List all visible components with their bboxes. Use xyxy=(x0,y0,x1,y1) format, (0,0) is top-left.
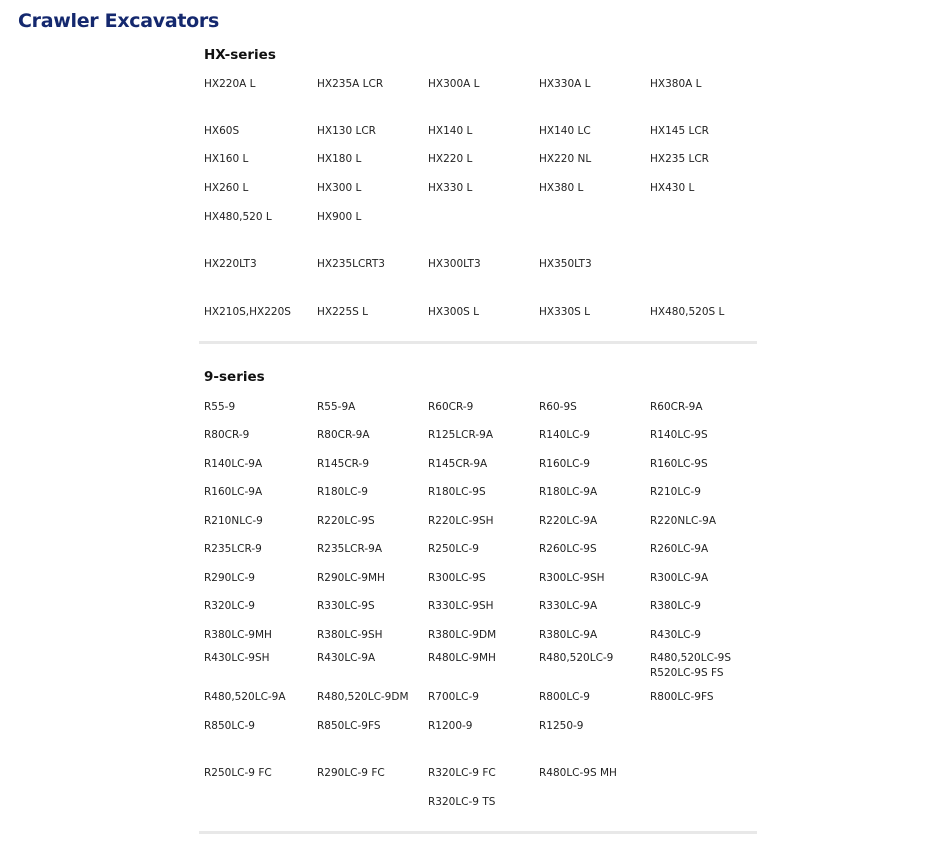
model-link[interactable]: R1200-9 xyxy=(428,720,473,732)
section-heading-hx-series: HX-series xyxy=(204,47,276,63)
model-link[interactable]: R800LC-9FS xyxy=(650,691,714,703)
model-link[interactable]: HX210S,HX220S xyxy=(204,306,291,318)
model-link[interactable]: R220NLC-9A xyxy=(650,515,717,527)
model-link[interactable]: HX220A L xyxy=(204,78,256,90)
model-link[interactable]: HX350LT3 xyxy=(539,258,592,270)
model-link[interactable]: HX900 L xyxy=(317,211,362,223)
model-link[interactable]: HX260 L xyxy=(204,182,249,194)
section-heading-9-series: 9-series xyxy=(204,369,265,385)
model-link[interactable]: HX430 L xyxy=(650,182,695,194)
model-link[interactable]: HX235A LCR xyxy=(317,78,384,90)
model-link[interactable]: R800LC-9 xyxy=(539,691,590,703)
model-link[interactable]: R250LC-9 xyxy=(428,543,479,555)
model-link[interactable]: R320LC-9 FC xyxy=(428,767,496,779)
model-link[interactable]: R235LCR-9 xyxy=(204,543,262,555)
model-link[interactable]: R250LC-9 FC xyxy=(204,767,272,779)
model-link[interactable]: R145CR-9 xyxy=(317,458,370,470)
model-link[interactable]: HX480,520S L xyxy=(650,306,725,318)
section-divider xyxy=(199,831,757,834)
model-link[interactable]: R330LC-9S xyxy=(317,600,375,612)
model-link[interactable]: R145CR-9A xyxy=(428,458,488,470)
model-link[interactable]: R380LC-9DM xyxy=(428,629,497,641)
model-link[interactable]: R60CR-9 xyxy=(428,401,474,413)
model-link[interactable]: R320LC-9 TS xyxy=(428,796,496,808)
model-link[interactable]: R220LC-9SH xyxy=(428,515,494,527)
model-link[interactable]: HX330A L xyxy=(539,78,591,90)
model-link[interactable]: R300LC-9S xyxy=(428,572,486,584)
model-link[interactable]: R300LC-9A xyxy=(650,572,709,584)
model-link[interactable]: HX300 L xyxy=(317,182,362,194)
model-link[interactable]: R430LC-9 xyxy=(650,629,701,641)
model-link[interactable]: R480LC-9MH xyxy=(428,652,496,664)
model-link[interactable]: HX300S L xyxy=(428,306,479,318)
model-link[interactable]: R80CR-9A xyxy=(317,429,370,441)
model-link[interactable]: R380LC-9SH xyxy=(317,629,383,641)
model-link[interactable]: R480,520LC-9 xyxy=(539,652,614,664)
model-link[interactable]: R480,520LC-9S xyxy=(650,652,732,664)
model-link[interactable]: HX300LT3 xyxy=(428,258,481,270)
model-link[interactable]: R330LC-9A xyxy=(539,600,598,612)
model-link[interactable]: R160LC-9 xyxy=(539,458,590,470)
model-link[interactable]: HX235LCRT3 xyxy=(317,258,385,270)
model-link[interactable]: R60-9S xyxy=(539,401,577,413)
model-link[interactable]: R290LC-9MH xyxy=(317,572,385,584)
model-link[interactable]: R55-9 xyxy=(204,401,236,413)
model-link[interactable]: HX235 LCR xyxy=(650,153,709,165)
model-link[interactable]: R140LC-9S xyxy=(650,429,708,441)
model-link[interactable]: R235LCR-9A xyxy=(317,543,383,555)
model-link[interactable]: R380LC-9 xyxy=(650,600,701,612)
model-link[interactable]: R220LC-9S xyxy=(317,515,375,527)
model-link[interactable]: R520LC-9S FS xyxy=(650,667,724,679)
model-link[interactable]: R210NLC-9 xyxy=(204,515,263,527)
model-link[interactable]: R180LC-9 xyxy=(317,486,368,498)
model-link[interactable]: R55-9A xyxy=(317,401,356,413)
model-link[interactable]: R160LC-9A xyxy=(204,486,263,498)
model-link[interactable]: R430LC-9SH xyxy=(204,652,270,664)
model-link[interactable]: R700LC-9 xyxy=(428,691,479,703)
model-link[interactable]: R140LC-9A xyxy=(204,458,263,470)
model-link[interactable]: HX180 L xyxy=(317,153,362,165)
model-link[interactable]: HX380 L xyxy=(539,182,584,194)
model-link[interactable]: HX330 L xyxy=(428,182,473,194)
model-link[interactable]: R180LC-9A xyxy=(539,486,598,498)
section-divider xyxy=(199,341,757,344)
model-link[interactable]: HX225S L xyxy=(317,306,368,318)
model-link[interactable]: R380LC-9A xyxy=(539,629,598,641)
model-link[interactable]: R850LC-9FS xyxy=(317,720,381,732)
model-link[interactable]: R300LC-9SH xyxy=(539,572,605,584)
model-link[interactable]: HX220 L xyxy=(428,153,473,165)
model-link[interactable]: HX140 LC xyxy=(539,125,591,137)
model-link[interactable]: HX480,520 L xyxy=(204,211,272,223)
model-link[interactable]: HX130 LCR xyxy=(317,125,376,137)
model-link[interactable]: R1250-9 xyxy=(539,720,584,732)
model-link[interactable]: R220LC-9A xyxy=(539,515,598,527)
model-link[interactable]: R480,520LC-9DM xyxy=(317,691,409,703)
model-link[interactable]: R160LC-9S xyxy=(650,458,708,470)
model-link[interactable]: R380LC-9MH xyxy=(204,629,272,641)
model-link[interactable]: R125LCR-9A xyxy=(428,429,494,441)
model-link[interactable]: R320LC-9 xyxy=(204,600,255,612)
model-link[interactable]: HX220 NL xyxy=(539,153,592,165)
model-link[interactable]: R480LC-9S MH xyxy=(539,767,617,779)
model-link[interactable]: HX330S L xyxy=(539,306,590,318)
model-link[interactable]: HX220LT3 xyxy=(204,258,257,270)
model-link[interactable]: R80CR-9 xyxy=(204,429,250,441)
model-link[interactable]: HX380A L xyxy=(650,78,702,90)
model-link[interactable]: R180LC-9S xyxy=(428,486,486,498)
model-link[interactable]: R290LC-9 xyxy=(204,572,255,584)
model-link[interactable]: HX145 LCR xyxy=(650,125,709,137)
model-link[interactable]: R850LC-9 xyxy=(204,720,255,732)
model-link[interactable]: HX160 L xyxy=(204,153,249,165)
model-link[interactable]: HX60S xyxy=(204,125,240,137)
model-link[interactable]: R480,520LC-9A xyxy=(204,691,286,703)
model-link[interactable]: R140LC-9 xyxy=(539,429,590,441)
model-link[interactable]: R430LC-9A xyxy=(317,652,376,664)
model-link[interactable]: R210LC-9 xyxy=(650,486,701,498)
page-title: Crawler Excavators xyxy=(18,10,220,32)
model-link[interactable]: R60CR-9A xyxy=(650,401,703,413)
model-link[interactable]: R330LC-9SH xyxy=(428,600,494,612)
model-link[interactable]: R260LC-9A xyxy=(650,543,709,555)
model-link[interactable]: R290LC-9 FC xyxy=(317,767,385,779)
model-link[interactable]: HX140 L xyxy=(428,125,473,137)
model-link[interactable]: HX300A L xyxy=(428,78,480,90)
model-link[interactable]: R260LC-9S xyxy=(539,543,597,555)
